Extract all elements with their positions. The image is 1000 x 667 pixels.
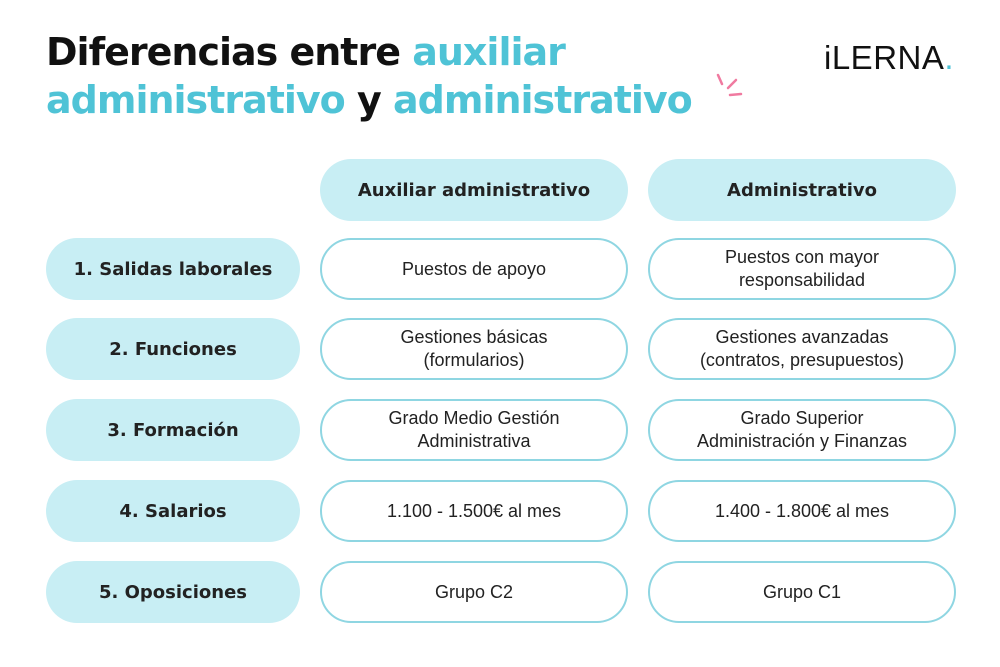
ilerna-logo	[824, 38, 954, 78]
table-cell	[320, 399, 628, 461]
cell-text: Grado Superior Administración y Finanzas	[696, 408, 908, 451]
cell-text: Puestos con mayor responsabilidad	[724, 247, 880, 290]
cell-text: 1.100 - 1.500€ al mes	[386, 500, 562, 521]
row-label-text: 3. Formación	[107, 419, 239, 441]
row-label-text: 1. Salidas laborales	[73, 258, 273, 280]
column-header-label: Administrativo	[727, 179, 877, 201]
cell-text: Grado Medio Gestión Administrativa	[388, 408, 560, 451]
row-label-formacion	[46, 399, 300, 461]
table-cell	[648, 238, 956, 300]
table-cell	[320, 561, 628, 623]
table-cell	[648, 399, 956, 461]
table-cell	[320, 480, 628, 542]
column-header-label: Auxiliar administrativo	[357, 179, 591, 201]
table-cell	[648, 480, 956, 542]
row-label-text: 5. Oposiciones	[98, 581, 247, 603]
cell-text: Gestiones avanzadas (contratos, presupuestos)	[699, 327, 905, 370]
row-label-text: 2. Funciones	[109, 338, 237, 360]
table-cell	[320, 238, 628, 300]
cell-text: Puestos de apoyo	[401, 258, 547, 279]
logo-dot: .	[944, 39, 955, 76]
row-label-salarios	[46, 480, 300, 542]
row-label-oposiciones	[46, 561, 300, 623]
table-cell	[648, 561, 956, 623]
page-title	[46, 28, 692, 124]
row-label-salidas	[46, 238, 300, 300]
title-part-1: Diferencias entre	[46, 30, 413, 74]
row-label-funciones	[46, 318, 300, 380]
title-part-3: administrativo	[46, 78, 345, 122]
cell-text: Grupo C2	[434, 581, 514, 602]
cell-text: Grupo C1	[762, 581, 842, 602]
row-label-text: 4. Salarios	[119, 500, 227, 522]
logo-text: iLERNA	[824, 39, 945, 76]
cell-text: 1.400 - 1.800€ al mes	[714, 500, 890, 521]
table-cell	[648, 318, 956, 380]
cell-text: Gestiones básicas (formularios)	[400, 327, 548, 370]
column-header-auxiliar	[320, 159, 628, 221]
title-part-4: y	[344, 78, 394, 122]
sparkle-icon	[708, 72, 748, 106]
column-header-administrativo	[648, 159, 956, 221]
title-part-2: auxiliar	[412, 30, 565, 74]
table-cell	[320, 318, 628, 380]
title-part-5: administrativo	[393, 78, 692, 122]
